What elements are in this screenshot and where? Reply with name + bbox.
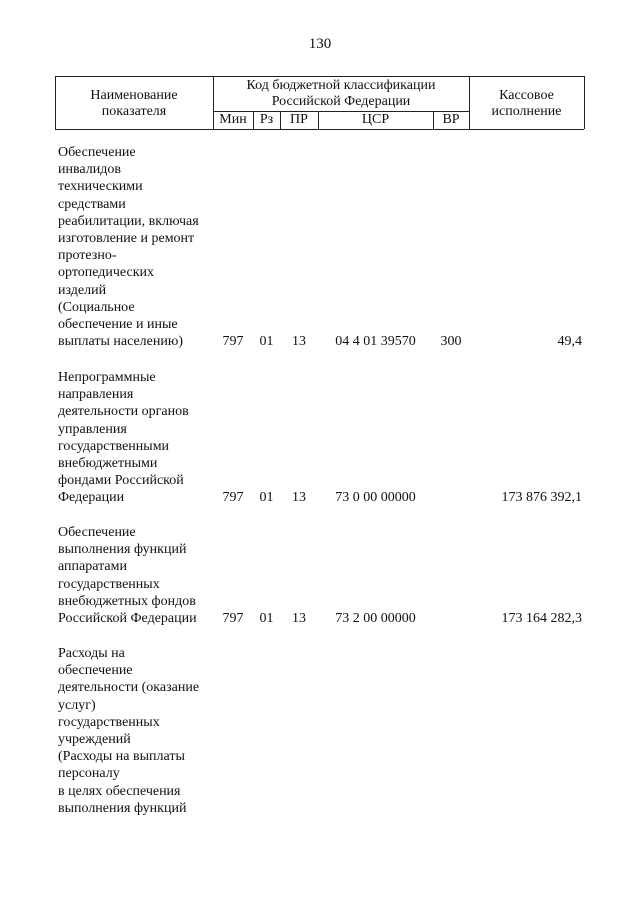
row-rz: 01 (259, 611, 274, 626)
header-min: Мин (219, 112, 247, 127)
header-bottom-border (55, 129, 584, 130)
row-rz: 01 (259, 334, 274, 349)
page-number: 130 (308, 36, 332, 52)
row-name: Обеспечение инвалидов техническими средствами реабилитации, включая изготовление и ремонт протезно- ортопедических изделий (Социальное обеспечение и иные выплаты населению) (58, 145, 199, 350)
row-vr: 300 (440, 334, 462, 349)
header-vr: ВР (442, 112, 460, 127)
row-amount: 173 876 392,1 (501, 490, 582, 505)
header-cash-execution: Кассовое исполнение (491, 88, 562, 119)
header-csr: ЦСР (361, 112, 390, 127)
row-pr: 13 (292, 490, 306, 505)
row-csr: 73 2 00 00000 (335, 611, 416, 626)
row-rz: 01 (259, 490, 274, 505)
header-rz: Рз (259, 112, 274, 127)
row-name: Обеспечение выполнения функций аппаратами государственных внебюджетных фондов Российской Федерации (58, 525, 197, 627)
row-amount: 173 164 282,3 (501, 611, 582, 626)
row-min: 797 (222, 611, 244, 626)
row-name: Расходы на обеспечение деятельности (оказание услуг) государственных учреждений (Расходы на выплаты персоналу в целях обеспечения выполнения функций (58, 646, 200, 816)
header-pr: ПР (290, 112, 308, 127)
row-pr: 13 (292, 334, 306, 349)
row-min: 797 (222, 490, 244, 505)
row-min: 797 (222, 334, 244, 349)
row-csr: 04 4 01 39570 (335, 334, 416, 349)
header-top-border (55, 76, 584, 77)
row-csr: 73 0 00 00000 (335, 490, 416, 505)
row-name: Непрограммные направления деятельности органов управления государственными внебюджетными фондами Российской Федерации (58, 370, 189, 506)
row-amount: 49,4 (557, 334, 582, 349)
header-code-group: Код бюджетной классификации Российской Федерации (246, 78, 436, 109)
header-name: Наименование показателя (90, 88, 178, 119)
header-right-border (584, 76, 585, 129)
row-pr: 13 (292, 611, 306, 626)
